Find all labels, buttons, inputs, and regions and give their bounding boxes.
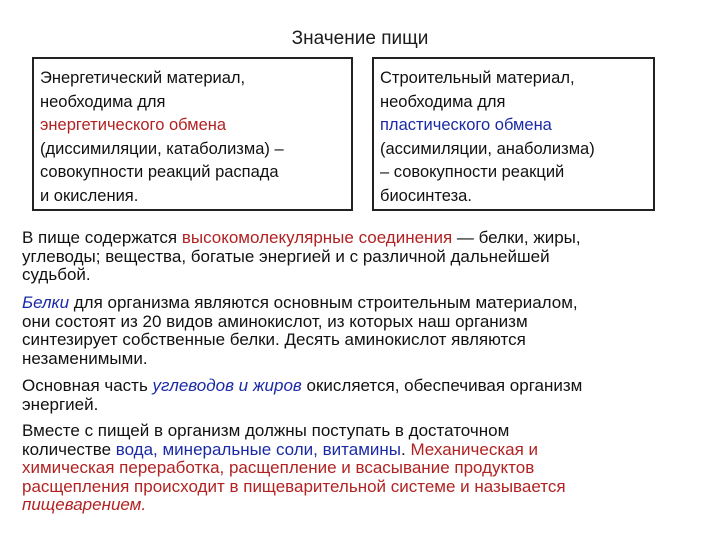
box-line: необходима для — [40, 92, 166, 111]
box-line: биосинтеза. — [380, 186, 472, 205]
paragraph-composition — [22, 229, 702, 285]
paragraph-carbs-fats — [22, 377, 702, 414]
paragraph-line: синтезирует собственные белки. Десять аминокислот являются — [22, 330, 526, 350]
box-line: необходима для — [380, 92, 506, 111]
paragraph-line — [22, 229, 702, 248]
paragraph-line: судьбой. — [22, 265, 91, 285]
paragraph-line — [22, 377, 702, 396]
box-line: Строительный материал, — [380, 69, 575, 87]
paragraph-line: энергией. — [22, 394, 99, 414]
paragraph-line: незаменимыми. — [22, 348, 148, 368]
page-title: Значение пищи — [291, 28, 429, 49]
paragraph-proteins — [22, 294, 702, 368]
highlight-proteins: Белки — [22, 293, 70, 312]
highlight-digestion-start: Механическая и — [410, 439, 539, 459]
highlight-digestion-term: пищеварением. — [22, 495, 147, 515]
box-line: и окисления. — [40, 186, 139, 205]
paragraph-line: расщепления происходит в пищеварительной системе и называется — [22, 476, 566, 496]
text-run: количестве — [22, 439, 116, 459]
text-run: для организма являются основным строительным материалом, — [69, 293, 578, 312]
paragraph-line: они состоят из 20 видов аминокислот, из которых наш организм — [22, 311, 528, 331]
highlight-carbs-fats: углеводов и жиров — [152, 376, 302, 395]
box-line: – совокупности реакций — [380, 163, 565, 181]
box-line: (диссимиляции, катаболизма) – — [40, 139, 284, 158]
box-line: совокупности реакций распада — [40, 163, 279, 181]
text-run: Основная часть — [22, 376, 153, 395]
box-line-highlight: энергетического обмена — [40, 116, 227, 134]
paragraph-line: химическая переработка, расщепление и всасывание продуктов — [22, 458, 535, 478]
paragraph-line: углеводы; вещества, богатые энергией и с различной дальнейшей — [22, 246, 550, 266]
paragraph-digestion — [22, 422, 702, 515]
text-run: — белки, жиры, — [452, 228, 581, 247]
box-line: Энергетический материал, — [40, 69, 246, 87]
text-run: . — [401, 439, 411, 459]
highlight-high-molecular: высокомолекулярные соединения — [181, 228, 453, 247]
paragraph-line — [22, 294, 702, 313]
box-line-highlight: пластического обмена — [380, 116, 552, 134]
text-run: окисляется, обеспечивая организм — [301, 376, 583, 395]
highlight-water-minerals-vitamins: вода, минеральные соли, витамины — [115, 439, 401, 459]
box-line: (ассимиляции, анаболизма) — [380, 139, 595, 158]
energy-material-box — [32, 57, 353, 211]
paragraph-line: Вместе с пищей в организм должны поступать в достаточном — [22, 421, 510, 440]
building-material-box — [372, 57, 655, 211]
paragraph-line — [22, 441, 702, 460]
text-run: В пище содержатся — [22, 228, 182, 247]
